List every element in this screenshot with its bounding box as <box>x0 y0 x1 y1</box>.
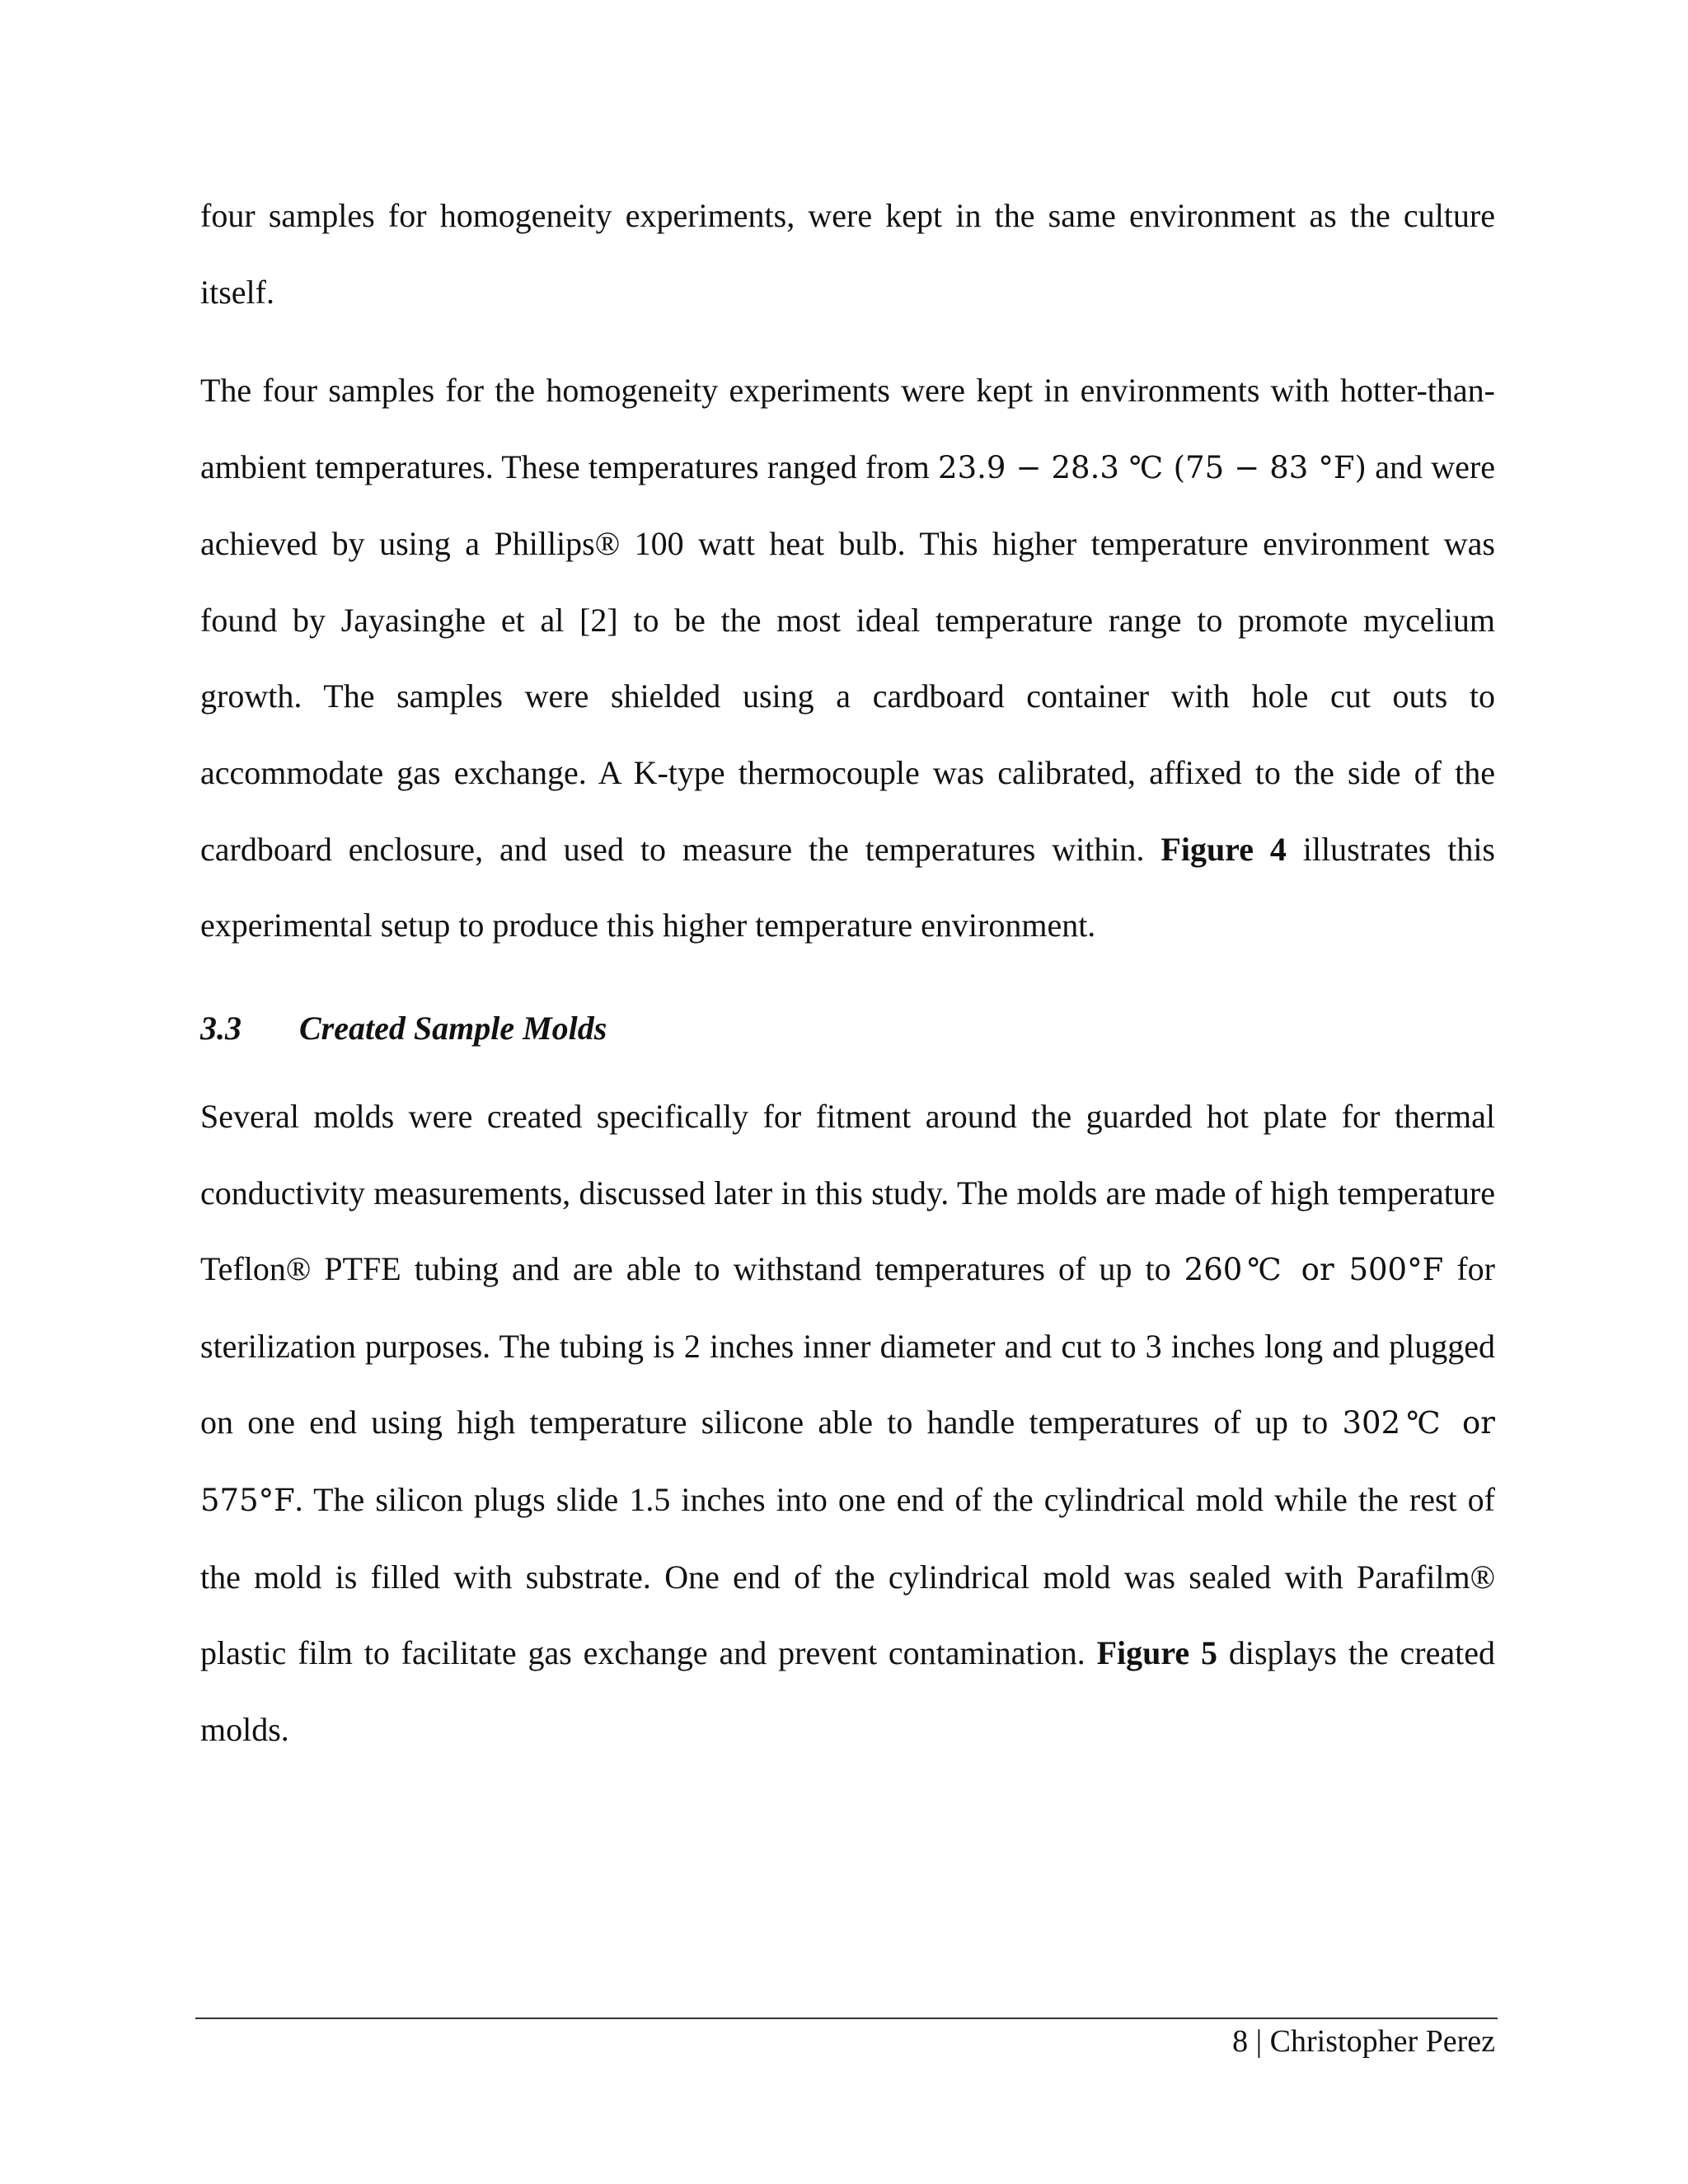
paragraph-3-text-3: . The silicon plugs slide 1.5 inches into one end of the cylindrical mold while the rest of the mold is filled with substrate. One end of the cylindrical mold was sealed with Parafilm® plastic film to facilitate gas exchange and prevent contamination. <box>200 1480 1495 1672</box>
footer-divider <box>195 2018 1498 2019</box>
paragraph-2 <box>200 353 1495 964</box>
temperature-range-math: 23.9 − 28.3 ℃ (75 − 83 °F) <box>938 449 1367 485</box>
paragraph-3-text-2: for sterilization purposes. The tubing is 2 inches inner diameter and cut to 3 inches long and plugged on one end using high temperature silicone able to handle temperatures of up to <box>200 1250 1496 1441</box>
figure-5-reference: Figure 5 <box>1096 1634 1218 1672</box>
paragraph-1 <box>200 178 1495 330</box>
paragraph-2-text-3: illustrates this experimental setup to produce this higher temperature environment. <box>200 830 1495 944</box>
paragraph-2-text-1: The four samples for the homogeneity experiments were kept in environments with hotter-than-ambient temperatures. These temperatures ranged from <box>200 372 1495 485</box>
paragraph-1-text: four samples for homogeneity experiments, were kept in the same environment as the culture itself. <box>200 197 1495 311</box>
section-title: Created Sample Molds <box>299 1010 607 1047</box>
figure-4-reference: Figure 4 <box>1160 830 1287 868</box>
section-heading <box>200 1004 607 1053</box>
paragraph-3-text-4: displays the created molds. <box>200 1634 1496 1748</box>
paragraph-3 <box>200 1079 1495 1768</box>
section-number: 3.3 <box>200 1010 241 1047</box>
paragraph-2-text-2: and were achieved by using a Phillips® 100 watt heat bulb. This higher temperature environment was found by Jayasinghe et al [2] to be the most ideal temperature range to promote mycelium growth. The samples were shielded using a cardboard container with hole cut outs to accommodate gas exchange. A K-type thermocouple was calibrated, affixed to the side of the cardboard enclosure, and used to measure the temperatures within. <box>200 448 1495 868</box>
sterilization-temperature-math: 260℃ or 500°F <box>1184 1252 1444 1288</box>
silicone-temperature-math: 302℃ or 575°F <box>200 1405 1495 1518</box>
paragraph-3-text-1: Several molds were created specifically for fitment around the guarded hot plate for thermal conductivity measurements, discussed later in this study. The molds are made of high temperature Teflon® PTFE tubing and are able to withstand temperatures of up to <box>200 1098 1495 1288</box>
page-footer: 8 | Christopher Perez <box>1232 2024 1495 2059</box>
